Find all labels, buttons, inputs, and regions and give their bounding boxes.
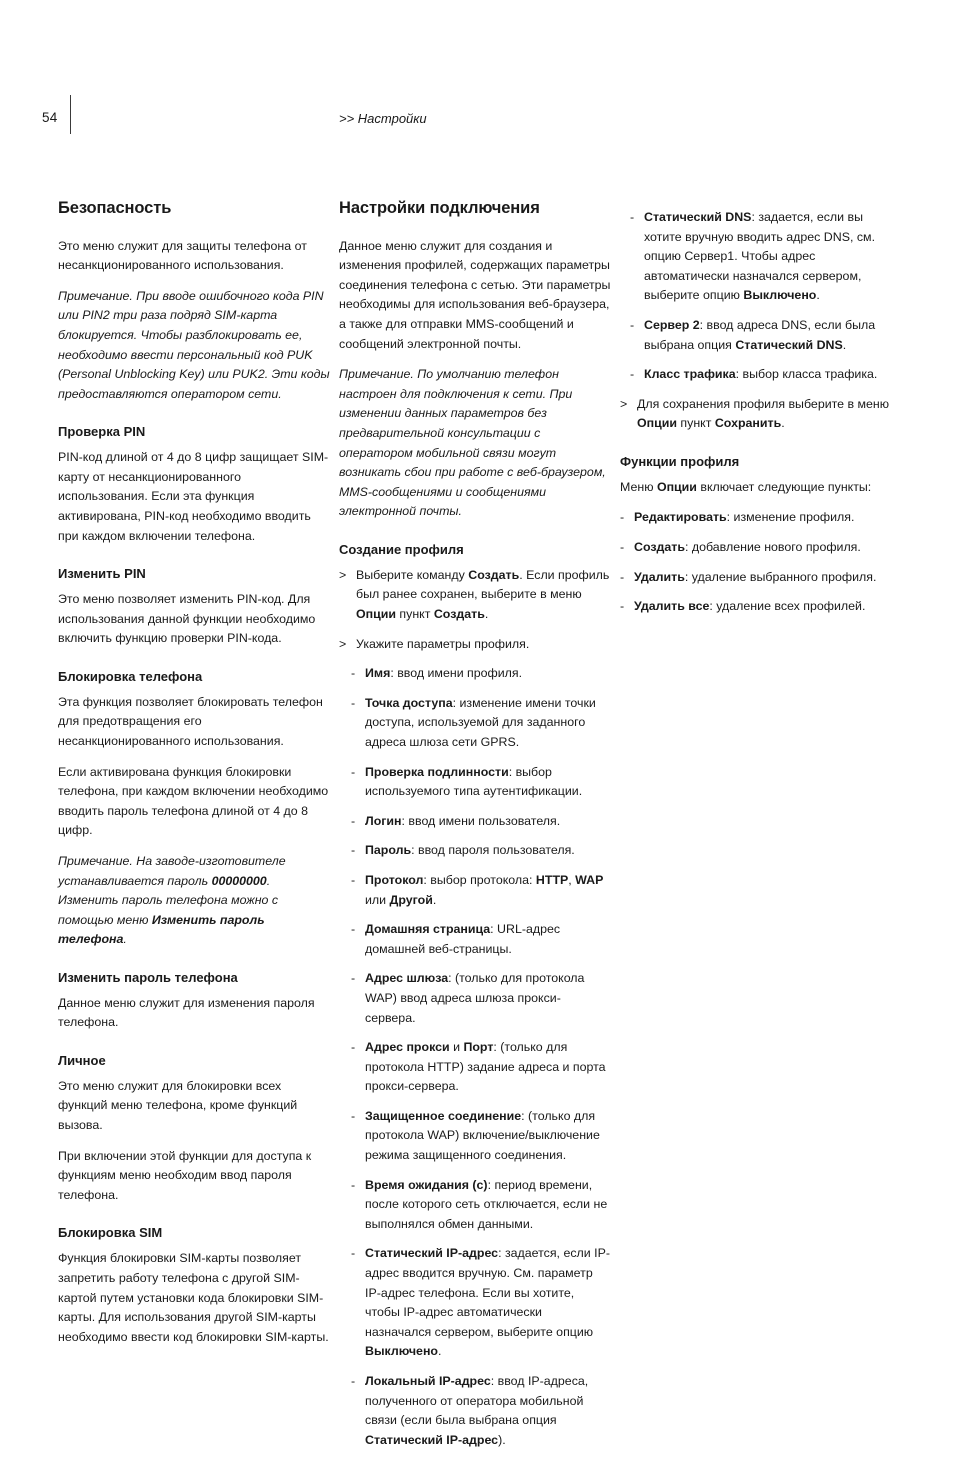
step-marker-icon: > bbox=[620, 396, 628, 411]
dash-marker-icon: - bbox=[620, 599, 625, 614]
step-create-command-1: Создать bbox=[468, 567, 520, 582]
param-value-wap: WAP bbox=[575, 872, 604, 887]
param-desc: : (только для протокола WAP) ввод адреса шлюза прокси-сервера. bbox=[365, 971, 585, 1025]
phone-lock-note-part-b: . Изменить пароль телефона можно с помощью меню bbox=[58, 873, 279, 927]
list-item-param-proxy-and-port bbox=[351, 1038, 611, 1097]
list-item-function-edit bbox=[620, 508, 900, 528]
list-item-param-timeout bbox=[351, 1176, 611, 1235]
list-item-param-homepage bbox=[351, 920, 611, 959]
step-save-part-c: пункт bbox=[676, 416, 715, 431]
security-note-paragraph: Примечание. При вводе ошибочного кода PIN или PIN2 три раза подряд SIM-карта блокируется. Чтобы разблокировать ее, необходимо ввести персональный код PUK (Personal Unblocking Key) или PUK2. Эти коды предоставляются оператором сети. bbox=[58, 288, 330, 401]
sim-lock-body: Функция блокировки SIM-карты позволяет запретить работу телефона с другой SIM-картой путем установки кода блокировки SIM-карты. Для использования другой SIM-карты необходимо ввести код блокировки SIM-карты. bbox=[58, 1251, 329, 1344]
page-title-security: Безопасность bbox=[58, 199, 172, 217]
pin-check-body: PIN-код длиной от 4 до 8 цифр защищает SIM-карту от несанкционированного использования. Если эта функция активирована, PIN-код необходимо вводить при каждом включении телефона. bbox=[58, 450, 329, 543]
dash-marker-icon: - bbox=[351, 764, 356, 779]
step-save-menu-options: Опции bbox=[637, 416, 677, 431]
param-term-secondary: Порт bbox=[463, 1040, 494, 1055]
step-create-part-e: . bbox=[484, 607, 489, 622]
param-value-static-dns: Статический DNS bbox=[735, 337, 843, 352]
subsection-title-sim-lock: Блокировка SIM bbox=[58, 1225, 163, 1241]
page-title-connection-settings: Настройки подключения bbox=[339, 199, 540, 217]
security-intro-paragraph: Это меню служит для защиты телефона от несанкционированного использования. bbox=[58, 238, 307, 273]
phone-lock-note bbox=[58, 852, 330, 950]
menu-intro-part-a: Меню bbox=[620, 479, 657, 494]
function-desc: : удаление выбранного профиля. bbox=[684, 569, 877, 584]
phone-lock-note-part-c: . bbox=[123, 932, 127, 947]
param-tail-join: или bbox=[365, 892, 390, 907]
header-divider-rule bbox=[70, 95, 71, 134]
list-item-function-create bbox=[620, 538, 900, 558]
list-item-param-login bbox=[351, 812, 611, 832]
dash-marker-icon: - bbox=[351, 1246, 356, 1261]
dash-marker-icon: - bbox=[630, 367, 635, 382]
subsection-title-create-profile: Создание профиля bbox=[339, 541, 464, 557]
list-item-param-secure-connection bbox=[351, 1107, 611, 1166]
profile-functions-list bbox=[620, 508, 900, 616]
dash-marker-icon: - bbox=[630, 317, 635, 332]
dash-marker-icon: - bbox=[351, 971, 356, 986]
connection-note-paragraph: Примечание. По умолчанию телефон настроен для подключения к сети. При изменении данных параметров без предварительной консультации с оператором мобильной связи могут возникать сбои при работе с веб-браузером, MMS-сообщениями и сообщениями электронной почты. bbox=[339, 367, 606, 519]
function-desc: : добавление нового профиля. bbox=[684, 540, 861, 555]
column-security bbox=[58, 198, 330, 1358]
list-item-param-server-2 bbox=[630, 316, 900, 355]
param-desc: : ввод имени профиля. bbox=[390, 666, 523, 681]
param-term: Домашняя страница bbox=[365, 922, 491, 937]
list-item-param-static-dns bbox=[630, 208, 900, 306]
param-tail-end: . bbox=[432, 892, 437, 907]
param-desc-end: . bbox=[842, 337, 847, 352]
step-create-command-2: Создать bbox=[433, 607, 485, 622]
param-desc: : ввод адреса DNS, если была выбрана опция bbox=[644, 317, 876, 352]
step-save-part-d: . bbox=[781, 416, 785, 431]
dash-marker-icon: - bbox=[620, 510, 625, 525]
dash-marker-icon: - bbox=[351, 813, 356, 828]
list-item-param-access-point bbox=[351, 694, 611, 753]
dash-marker-icon: - bbox=[351, 666, 356, 681]
list-item-param-static-ip bbox=[351, 1244, 611, 1362]
param-value-off: Выключено bbox=[365, 1344, 439, 1359]
private-body-2: При включении этой функции для доступа к функциям меню необходим ввод пароля телефона. bbox=[58, 1148, 312, 1202]
dash-marker-icon: - bbox=[351, 922, 356, 937]
dash-marker-icon: - bbox=[351, 1040, 356, 1055]
step-create-part-a: Выберите команду bbox=[356, 567, 469, 582]
step-save-command: Сохранить bbox=[714, 416, 782, 431]
param-desc: : задается, если вы хотите вручную вводить адрес DNS, см. опцию Сервер1. Чтобы адрес автоматически назначался сервером, выберите опцию bbox=[644, 210, 876, 303]
running-header-title: >> Настройки bbox=[339, 111, 427, 126]
list-item-param-traffic-class bbox=[630, 365, 900, 385]
param-desc: : (только для протокола HTTP) задание адреса и порта прокси-сервера. bbox=[365, 1040, 606, 1094]
list-item-param-local-ip bbox=[351, 1372, 611, 1450]
param-desc: : ввод пароля пользователя. bbox=[411, 843, 575, 858]
list-item-step-set-params bbox=[339, 635, 611, 655]
param-desc: : изменение имени точки доступа, используемой для заданного адреса шлюза сети GPRS. bbox=[365, 695, 596, 749]
param-term: Статический DNS bbox=[644, 210, 752, 224]
param-term: Локальный IP-адрес bbox=[365, 1374, 491, 1389]
param-desc: : ввод имени пользователя. bbox=[401, 813, 561, 828]
profile-parameter-list bbox=[339, 664, 611, 1450]
param-desc: : ввод IP-адреса, полученного от оператора мобильной связи (если была выбрана опция bbox=[365, 1374, 589, 1428]
menu-intro-part-c: включает следующие пункты: bbox=[696, 479, 872, 494]
param-value-other: Другой bbox=[389, 892, 433, 907]
list-item-step-create bbox=[339, 566, 611, 625]
param-desc: : выбор протокола: bbox=[423, 872, 536, 887]
dash-marker-icon: - bbox=[351, 1374, 356, 1389]
step-create-menu-options: Опции bbox=[356, 607, 396, 622]
param-term: Защищенное соединение bbox=[365, 1108, 522, 1123]
list-item-step-save-profile bbox=[620, 395, 900, 434]
step-create-part-c: . Если профиль был ранее сохранен, выберите в меню bbox=[356, 567, 610, 602]
dash-marker-icon: - bbox=[351, 1177, 356, 1192]
subsection-title-change-phone-password: Изменить пароль телефона bbox=[58, 969, 238, 985]
param-term: Проверка подлинности bbox=[365, 764, 509, 779]
param-desc: : (только для протокола WAP) включение/выключение режима защищенного соединения. bbox=[365, 1108, 600, 1163]
step-save-part-a: Для сохранения профиля выберите в меню bbox=[637, 396, 890, 411]
dash-marker-icon: - bbox=[351, 695, 356, 710]
column-connection-settings bbox=[339, 198, 611, 1460]
param-value-http: HTTP bbox=[535, 872, 569, 887]
list-item-param-authentication bbox=[351, 763, 611, 802]
column-profile-functions bbox=[620, 198, 900, 627]
param-term: Пароль bbox=[365, 843, 412, 858]
step-set-params-text: Укажите параметры профиля. bbox=[356, 636, 530, 651]
save-profile-steps bbox=[620, 395, 900, 434]
change-phone-password-body: Данное меню служит для изменения пароля телефона. bbox=[58, 995, 315, 1030]
phone-lock-note-menu-name: Изменить пароль телефона bbox=[58, 912, 265, 947]
function-term: Редактировать bbox=[634, 510, 727, 525]
phone-lock-body-2: Если активирована функция блокировки телефона, при каждом включении необходимо вводить пароль телефона длиной от 4 до 8 цифр. bbox=[58, 764, 329, 838]
subsection-title-private: Личное bbox=[58, 1053, 106, 1068]
param-term: Время ожидания (с) bbox=[365, 1177, 488, 1192]
subsection-title-profile-functions: Функции профиля bbox=[620, 453, 740, 469]
param-desc-end: ). bbox=[498, 1432, 506, 1447]
dash-marker-icon: - bbox=[351, 1108, 356, 1123]
param-term: Адрес прокси bbox=[365, 1040, 450, 1055]
dash-marker-icon: - bbox=[620, 540, 625, 555]
param-desc: : URL-адрес домашней веб-страницы. bbox=[365, 922, 561, 956]
param-desc-end: . bbox=[816, 288, 820, 303]
dash-marker-icon: - bbox=[351, 843, 356, 858]
list-item-param-name bbox=[351, 664, 611, 684]
param-desc: : выбор используемого типа аутентификации. bbox=[365, 764, 583, 799]
subsection-title-pin-check: Проверка PIN bbox=[58, 424, 146, 440]
param-term: Адрес шлюза bbox=[365, 971, 449, 986]
list-item-function-delete bbox=[620, 568, 900, 588]
param-value-off: Выключено bbox=[743, 288, 817, 303]
param-term: Сервер 2 bbox=[644, 317, 700, 332]
phone-lock-note-part-a: Примечание. На заводе-изготовителе устанавливается пароль bbox=[58, 853, 286, 888]
function-desc: : изменение профиля. bbox=[726, 510, 855, 525]
list-item-param-protocol bbox=[351, 871, 611, 910]
param-desc-end: . bbox=[438, 1344, 442, 1359]
function-desc: : удаление всех профилей. bbox=[709, 599, 866, 614]
create-profile-steps bbox=[339, 566, 611, 654]
step-marker-icon: > bbox=[339, 636, 347, 651]
subsection-title-change-pin: Изменить PIN bbox=[58, 566, 146, 582]
param-term: Статический IP-адрес bbox=[365, 1246, 499, 1261]
list-item-param-gateway-address bbox=[351, 969, 611, 1028]
param-desc: : задается, если IP-адрес вводится вручную. См. параметр IP-адрес телефона. Если вы хотите, чтобы IP-адрес автоматически назначался сервером, выберите опцию bbox=[365, 1246, 610, 1339]
param-value-static-ip: Статический IP-адрес bbox=[365, 1432, 499, 1447]
phone-lock-body: Эта функция позволяет блокировать телефон для предотвращения его несанкционированного использования. bbox=[58, 694, 323, 748]
connection-intro-paragraph: Данное меню служит для создания и изменения профилей, содержащих параметры соединения телефона с сетью. Эти параметры необходимы для использования веб-браузера, а также для отправки MMS-сообщений и сообщений электронной почты. bbox=[339, 238, 611, 351]
param-term: Логин bbox=[365, 813, 402, 828]
param-desc: : период времени, после которого сеть отключается, если не выполнялся обмен данными. bbox=[365, 1177, 608, 1231]
param-tail-separator: , bbox=[568, 872, 576, 887]
dash-marker-icon: - bbox=[351, 872, 356, 887]
change-pin-body: Это меню позволяет изменить PIN-код. Для использования данной функции необходимо включить функцию проверки PIN-кода. bbox=[58, 592, 316, 646]
profile-functions-intro bbox=[620, 478, 900, 498]
step-create-part-d: пункт bbox=[395, 607, 434, 622]
param-term: Класс трафика bbox=[644, 367, 736, 382]
list-item-function-delete-all bbox=[620, 597, 900, 617]
param-desc: : выбор класса трафика. bbox=[735, 367, 878, 382]
param-term: Точка доступа bbox=[365, 695, 453, 710]
list-item-param-password bbox=[351, 841, 611, 861]
dash-marker-icon: - bbox=[630, 210, 635, 224]
page-number: 54 bbox=[42, 110, 58, 125]
phone-lock-note-password: 00000000 bbox=[211, 873, 267, 888]
dash-marker-icon: - bbox=[620, 569, 625, 584]
function-term: Создать bbox=[634, 540, 685, 555]
step-marker-icon: > bbox=[339, 567, 347, 582]
private-body: Это меню служит для блокировки всех функций меню телефона, кроме функций вызова. bbox=[58, 1078, 298, 1133]
function-term: Удалить bbox=[634, 569, 685, 584]
menu-name-options: Опции bbox=[656, 479, 697, 494]
dns-parameter-list bbox=[620, 208, 900, 385]
param-term: Имя bbox=[365, 666, 391, 681]
param-term: Протокол bbox=[365, 872, 424, 887]
function-term: Удалить все bbox=[634, 599, 710, 614]
param-term-conjunction: и bbox=[449, 1040, 464, 1055]
subsection-title-phone-lock: Блокировка телефона bbox=[58, 668, 203, 684]
